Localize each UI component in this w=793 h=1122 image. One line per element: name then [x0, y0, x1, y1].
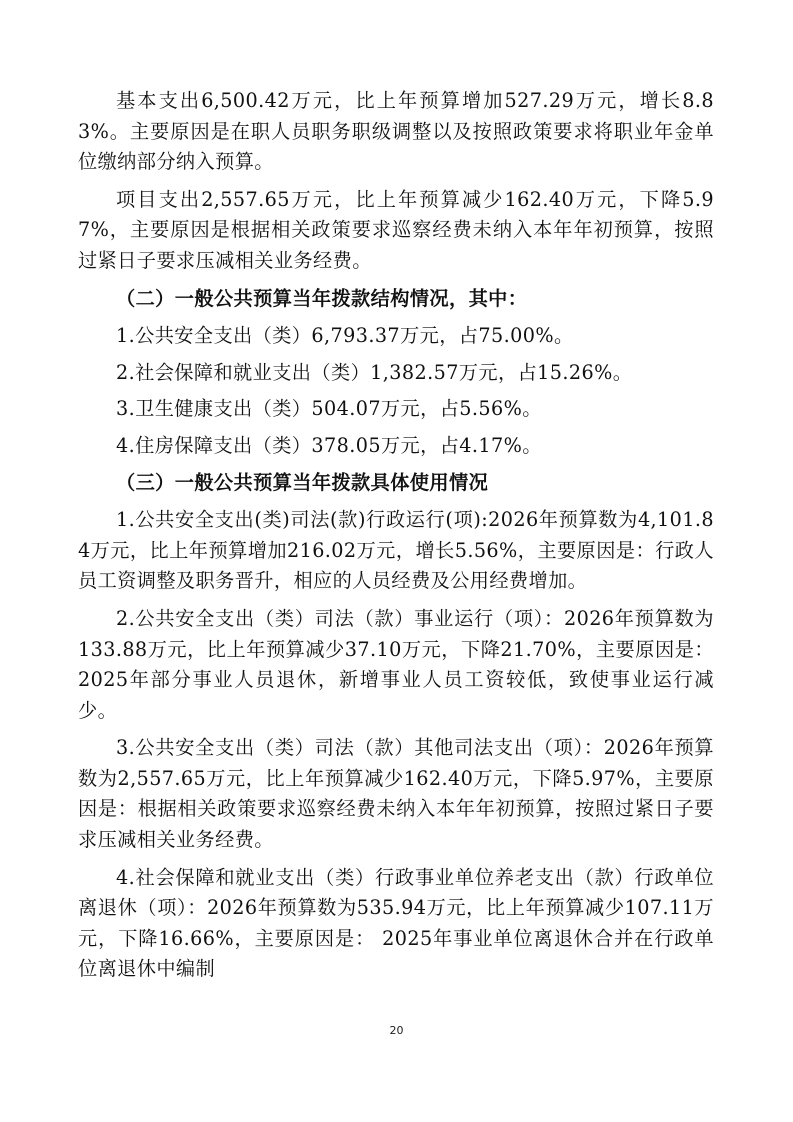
page-number: 20: [389, 1024, 404, 1037]
basic-expense-paragraph: 基本支出6,500.42万元，比上年预算增加527.29万元，增长8.83%。主要原因是在职人员职务职级调整以及按照政策要求将职业年金单位缴纳部分纳入预算。: [78, 89, 714, 174]
section2-item-1: 1.公共安全支出（类）6,793.37万元，占75.00%。: [116, 324, 574, 348]
section3-item-2: 2.公共安全支出（类）司法（款）事业运行（项）：2026年预算数为133.88万元，比上年预算减少37.10万元，下降21.70%，主要原因是：2025年部分事业人员退休，新增事业人员工资较低，致使事业运行减少。: [78, 606, 714, 722]
section3-item-1: 1.公共安全支出(类)司法(款)行政运行(项):2026年预算数为4,101.84万元，比上年预算增加216.02万元，增长5.56%，主要原因是：行政人员工资调整及职务晋升，相应的人员经费及公用经费增加。: [78, 508, 714, 593]
section2-item-3: 3.卫生健康支出（类）504.07万元，占5.56%。: [116, 397, 542, 421]
document-body: [78, 86, 714, 992]
section3-item-3: 3.公共安全支出（类）司法（款）其他司法支出（项）：2026年预算数为2,557.65万元，比上年预算减少162.40万元，下降5.97%，主要原因是：根据相关政策要求巡察经费未纳入本年年初预算，按照过紧日子要求压减相关业务经费。: [78, 736, 714, 852]
section2-item-2: 2.社会保障和就业支出（类）1,382.57万元，占15.26%。: [116, 360, 633, 384]
project-expense-paragraph: 项目支出2,557.65万元，比上年预算减少162.40万元，下降5.97%，主要原因是根据相关政策要求巡察经费未纳入本年年初预算，按照过紧日子要求压减相关业务经费。: [78, 187, 714, 272]
section2-heading: （二）一般公共预算当年拨款结构情况，其中：: [116, 286, 528, 310]
section3-item-4: 4.社会保障和就业支出（类）行政事业单位养老支出（款）行政单位离退休（项）：2026年预算数为535.94万元，比上年预算减少107.11万元，下降16.66%，主要原因是： 2025年事业单位离退休合并在行政单位离退休中编制: [78, 865, 714, 981]
section3-heading: （三）一般公共预算当年拨款具体使用情况: [116, 470, 489, 494]
section2-item-4: 4.住房保障支出（类）378.05万元，占4.17%。: [116, 433, 542, 457]
